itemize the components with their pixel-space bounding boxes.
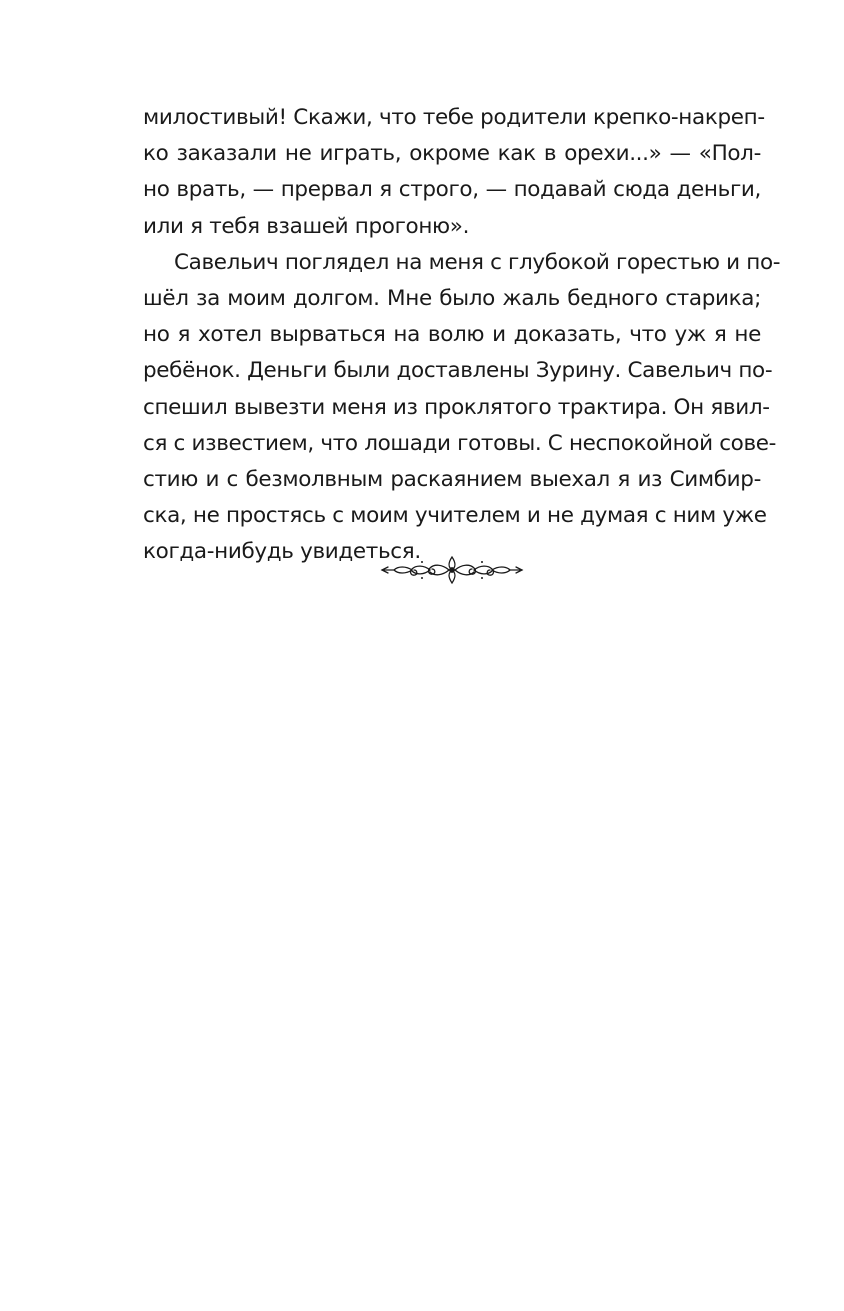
text-line: шёл за моим долгом. Мне было жаль бедного старика; — [143, 285, 761, 311]
text-line: ребёнок. Деньги были доставлены Зурину. Савельич по- — [143, 358, 773, 384]
paragraph-2 — [143, 245, 781, 571]
paragraph-1 — [143, 100, 765, 245]
text-line: когда-нибудь увидеться. — [143, 539, 421, 565]
text-line: милостивый! Скажи, что тебе родители крепко-накреп- — [143, 105, 765, 130]
text-line: или я тебя взашей прогоню». — [143, 213, 470, 239]
text-line: стию и с безмолвным раскаянием выехал я из Симбир- — [143, 466, 761, 492]
body-text — [143, 100, 781, 570]
decorative-divider-icon — [378, 553, 526, 587]
text-line: ска, не простясь с моим учителем и не думая с ним уже — [143, 503, 767, 529]
text-line: но я хотел вырваться на волю и доказать, что уж я не — [143, 322, 761, 348]
text-line: ко заказали не играть, окроме как в орехи...» — «Пол- — [143, 141, 761, 167]
text-line: но врать, — прервал я строго, — подавай сюда деньги, — [143, 177, 761, 203]
text-line: спешил вывезти меня из проклятого трактира. Он явил- — [143, 394, 770, 420]
text-line: ся с известием, что лошади готовы. С неспокойной сове- — [143, 430, 777, 456]
text-line: Савельич поглядел на меня с глубокой горестью и по- — [174, 249, 781, 275]
